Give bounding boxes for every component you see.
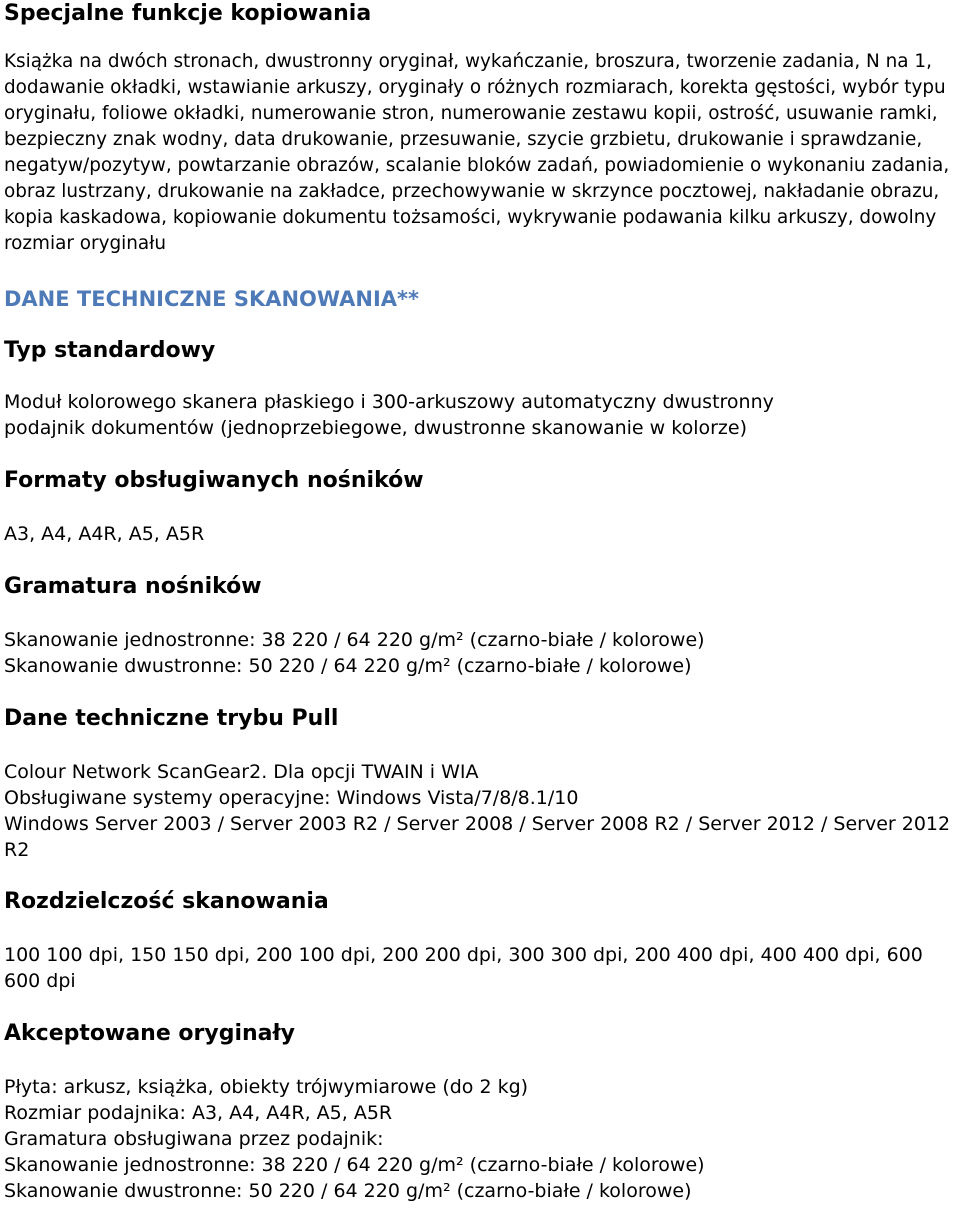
text-line: podajnik dokumentów (jednoprzebiegowe, dwustronne skanowanie w kolorze): [4, 417, 747, 439]
text-line: Skanowanie dwustronne: 50 220 / 64 220 g/m² (czarno-białe / kolorowe): [4, 1180, 692, 1202]
text-line: Obsługiwane systemy operacyjne: Windows Vista/7/8/8.1/10: [4, 787, 579, 809]
media-weight-heading: Gramatura nośników: [4, 574, 262, 599]
page-title: Specjalne funkcje kopiowania: [4, 1, 372, 26]
accepted-originals-text: [4, 1074, 956, 1204]
text-line: Gramatura obsługiwana przez podajnik:: [4, 1128, 384, 1150]
text-line: Colour Network ScanGear2. Dla opcji TWAIN i WIA: [4, 761, 479, 783]
text-line: A3, A4, A4R, A5, A5R: [4, 523, 205, 545]
text-line: Skanowanie jednostronne: 38 220 / 64 220 g/m² (czarno-białe / kolorowe): [4, 629, 705, 651]
pull-mode-heading: Dane techniczne trybu Pull: [4, 706, 339, 731]
media-weight-text: [4, 627, 956, 679]
standard-type-text: [4, 389, 956, 441]
scanning-specs-heading: DANE TECHNICZNE SKANOWANIA**: [4, 287, 419, 311]
accepted-originals-heading: Akceptowane oryginały: [4, 1021, 296, 1046]
document-page: [0, 1, 960, 1204]
text-line: Windows Server 2003 / Server 2003 R2 / Server 2008 / Server 2008 R2 / Server 2012 / Server 2012 R2: [4, 813, 951, 861]
text-line: Płyta: arkusz, książka, obiekty trójwymiarowe (do 2 kg): [4, 1076, 529, 1098]
text-line: Skanowanie jednostronne: 38 220 / 64 220 g/m² (czarno-białe / kolorowe): [4, 1154, 705, 1176]
media-formats-heading: Formaty obsługiwanych nośników: [4, 468, 424, 493]
features-paragraph: Książka na dwóch stronach, dwustronny oryginał, wykańczanie, broszura, tworzenie zadania, N na 1, dodawanie okładki, wstawianie arkuszy, oryginały o różnych rozmiarach, korekta gęstości, wybór typu oryginału, foliowe okładki, numerowanie stron, numerowanie zestawu kopii, ostrość, usuwanie ramki, bezpieczny znak wodny, data drukowanie, przesuwanie, szycie grzbietu, drukowanie i sprawdzanie, negatyw/pozytyw, powtarzanie obrazów, scalanie bloków zadań, powiadomienie o wykonaniu zadania, obraz lustrzany, drukowanie na zakładce, przechowywanie w skrzynce pocztowej, nakładanie obrazu, kopia kaskadowa, kopiowanie dokumentu tożsamości, wykrywanie podawania kilku arkuszy, dowolny rozmiar oryginału: [4, 51, 950, 254]
standard-type-heading: Typ standardowy: [4, 338, 216, 363]
scan-resolution-heading: Rozdzielczość skanowania: [4, 889, 329, 914]
pull-mode-text: [4, 759, 956, 863]
text-line: Skanowanie dwustronne: 50 220 / 64 220 g/m² (czarno-białe / kolorowe): [4, 655, 692, 677]
media-formats-text: [4, 521, 956, 547]
scan-resolution-text: [4, 942, 956, 994]
text-line: Rozmiar podajnika: A3, A4, A4R, A5, A5R: [4, 1102, 393, 1124]
text-line: 100 100 dpi, 150 150 dpi, 200 100 dpi, 200 200 dpi, 300 300 dpi, 200 400 dpi, 400 400 dpi, 600 600 dpi: [4, 944, 923, 992]
text-line: Moduł kolorowego skanera płaskiego i 300-arkuszowy automatyczny dwustronny: [4, 391, 774, 413]
